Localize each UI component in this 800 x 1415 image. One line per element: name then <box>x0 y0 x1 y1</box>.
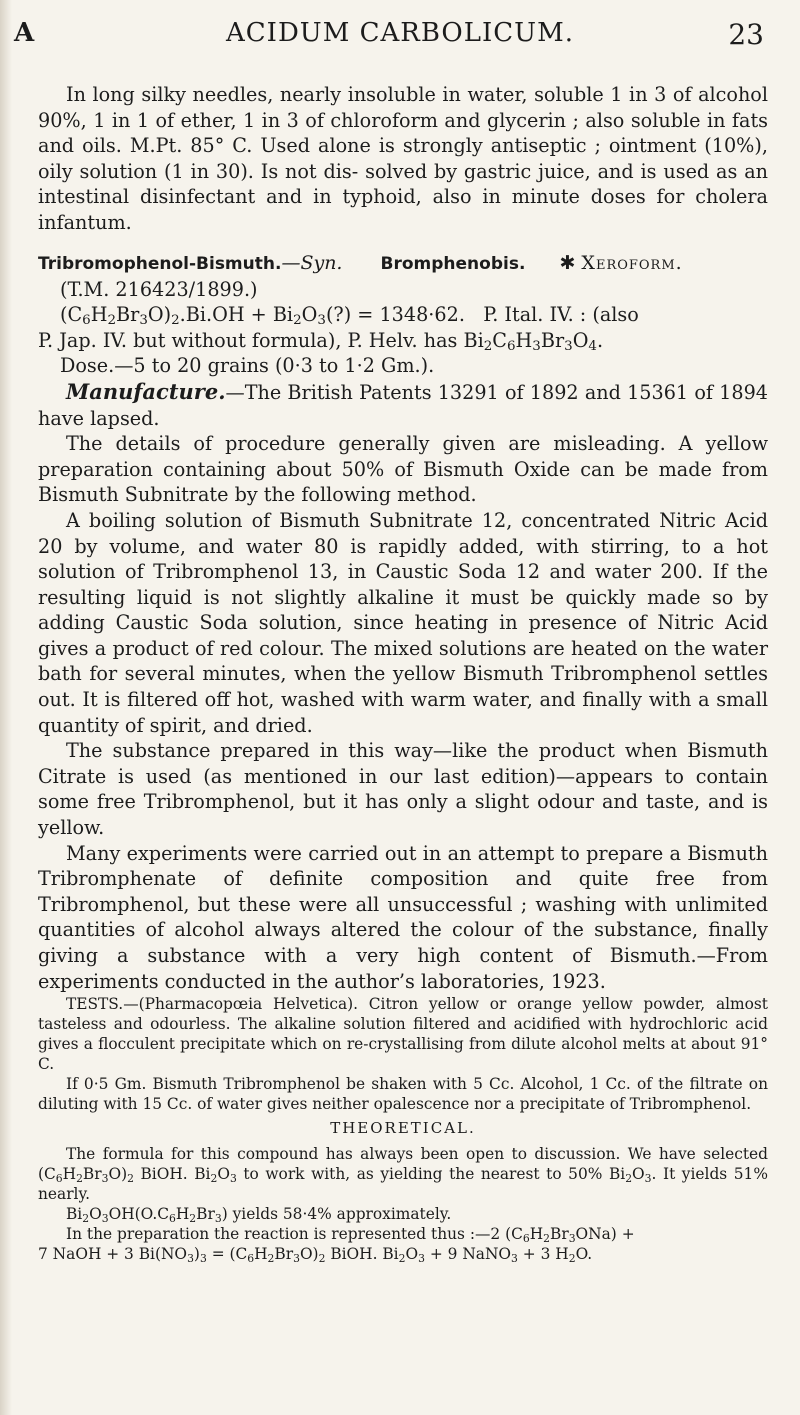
manufacture-heading: Manufacture. <box>66 378 226 404</box>
formula-line: $(C_6H_2Br_3O)_2.Bi.OH$ + $Bi_2O_3(?) = 1348\cdot 62$. P. Ital. IV. : (also <box>60 303 639 329</box>
reaction-line: In the preparation the reaction is represented thus :—2 $(C_6H_2Br_3ONa)$ + <box>66 1224 635 1245</box>
theoretical-text-b: to work with, as yielding the nearest to 50% <box>243 1164 603 1183</box>
synonym-bromphenobis: Bromphenobis. <box>380 253 526 274</box>
synonym-xeroform: Xeroform. <box>581 251 683 274</box>
manufacture-paragraph <box>38 379 768 431</box>
method-paragraph: A boiling solution of Bismuth Subnitrate 12, concentrated Nitric Acid 20 by volume, and water 80 is rapidly added, with stirring, to a hot solution of Tribromphenol 13, in Caustic Soda 12 and water 200. If the resulting liquid is not slightly alkaline it must be quickly made so by adding Caustic Soda solution, since heating in presence of Nitric Acid gives a product of red colour. The mixed solutions are heated on the water bath for several minutes, when the yellow Bismuth Tribromphenol settles out. It is filtered off hot, washed with warm water, and finally with a small quantity of spirit, and dried. <box>38 508 768 737</box>
dose-line: Dose.—5 to 20 grains (0·3 to 1·2 Gm.). <box>60 354 435 378</box>
pharmacopoeia-line: P. Jap. IV. but without formula), P. Helv. has $Bi_2C_6H_3Br_3O_4$. <box>38 328 604 354</box>
page-body <box>38 82 768 1264</box>
page-edge-shadow <box>0 0 12 1415</box>
reaction-equation: 7 NaOH + 3 $Bi(NO_3)_3 = (C_6H_2Br_3O)_2$ BiOH. $Bi_2O_3 + 9$ NaNO$_3$ + 3 $H_2O$. <box>38 1244 593 1265</box>
monograph-heading <box>38 250 768 277</box>
synonym-label: —Syn. <box>281 251 343 274</box>
intro-paragraph: In long silky needles, nearly insoluble in water, soluble 1 in 3 of alcohol 90%, 1 in 1 of ether, 1 in 3 of chloroform and glycerin ; also soluble in fats and oils. M.Pt. 85° C. Used alone is strongly antiseptic ; ointment (10%), oily solution (1 in 30). Is not dis- solved by gastric juice, and is used as an intestinal disinfectant and in typhoid, also in minute doses for cholera infantum. <box>38 83 768 234</box>
experiments-paragraph: Many experiments were carried out in an attempt to prepare a Bismuth Tribromphenate of definite composition and quite free from Tribromphenol, but these were all unsuccessful ; washing with unlimited quantities of alcohol always altered the colour of the substance, finally giving a substance with a very high content of Bismuth.—From experiments conducted in the author’s laboratories, 1923. <box>38 841 768 993</box>
trademark-line: (T.M. 216423/1899.) <box>60 277 258 301</box>
star-marker-icon: ✱ <box>559 251 576 274</box>
monograph-title: Tribromophenol-Bismuth. <box>38 253 282 274</box>
theoretical-paragraph: The formula for this compound has always been open to discussion. We have selected $(C_6H_2Br_3O)_2$ BiOH. $Bi_2O_3$ to work with, as yielding the nearest to 50% $Bi_2O_3$. It yields 51% nearly. <box>38 1144 768 1203</box>
header-section-letter: A <box>14 18 35 48</box>
theoretical-text-a: The formula for this compound has always been open to discussion. We have selected <box>66 1144 768 1163</box>
tests-paragraph: TESTS.—(Pharmacopœia Helvetica). Citron yellow or orange yellow powder, almost tasteless and odourless. The alkaline solution filtered and acidified with hydrochloric acid gives a flocculent precipitate which on re-crystallising from dilute alcohol melts at about 91° C. <box>38 995 768 1074</box>
header-title: ACIDUM CARBOLICUM. <box>226 18 574 48</box>
reaction-intro: In the preparation the reaction is represented thus :— <box>66 1224 491 1243</box>
theoretical-text-c: nearly. <box>38 1184 91 1203</box>
tests-paragraph-2: If 0·5 Gm. Bismuth Tribromphenol be shaken with 5 Cc. Alcohol, 1 Cc. of the filtrate on diluting with 15 Cc. of water gives neither opalescence nor a precipitate of Tribromphenol. <box>38 1075 768 1114</box>
running-header <box>0 18 800 58</box>
procedure-paragraph: The details of procedure generally given are misleading. A yellow preparation containing about 50% of Bismuth Oxide can be made from Bismuth Subnitrate by the following method. <box>38 432 768 507</box>
substance-paragraph: The substance prepared in this way—like the product when Bismuth Citrate is used (as mentioned in our last edition)—appears to contain some free Tribromphenol, but it has only a slight odour and taste, and is yellow. <box>38 739 768 840</box>
yield-line: $Bi_2O_3OH(O.C_6H_2Br_3)$ yields 58·4% approximately. <box>66 1204 452 1225</box>
yield-text: yields 58·4% approximately. <box>232 1204 452 1223</box>
manufacture-patents: —The British Patents 13291 of 1892 and 15361 of 1894 have lapsed. <box>38 380 768 430</box>
theoretical-heading: THEORETICAL. <box>330 1119 476 1138</box>
page-number: 23 <box>728 18 764 51</box>
